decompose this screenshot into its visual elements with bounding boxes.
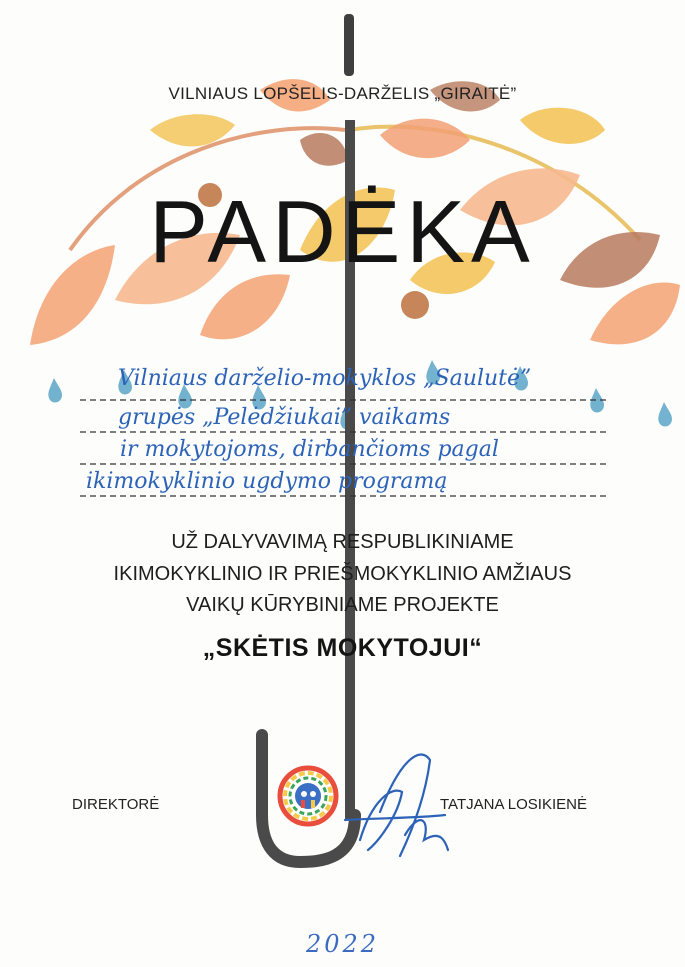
signature-name: TATJANA LOSIKIENĖ	[440, 796, 587, 813]
recipient-line-1: Vilniaus darželio-mokyklos „Saulutė”	[118, 366, 532, 391]
handwritten-signature	[345, 754, 448, 856]
recipient-line-3: ir mokytojoms, dirbančioms pagal	[120, 437, 499, 462]
organization-name: VILNIAUS LOPŠELIS-DARŽELIS „GIRAITĖ”	[168, 84, 517, 103]
project-name: „SKĖTIS MOKYTOJUI“	[202, 634, 483, 662]
recipient-line-4: ikimokyklinio ugdymo programą	[86, 469, 448, 494]
kindergarten-logo	[280, 768, 336, 824]
reason-line-3: VAIKŲ KŪRYBINIAME PROJEKTE	[186, 594, 499, 616]
umbrella-tip	[344, 14, 354, 76]
page-title: PADĖKA	[149, 182, 536, 281]
reason-line-2: IKIMOKYKLINIO IR PRIEŠMOKYKLINIO AMŽIAUS	[113, 563, 572, 585]
recipient-line-2: grupės „Pelėdžiukai” vaikams	[118, 405, 451, 430]
reason-line-1: UŽ DALYVAVIMĄ RESPUBLIKINIAME	[171, 531, 514, 553]
year: 2022	[305, 930, 380, 958]
signature-role: DIREKTORĖ	[72, 796, 160, 813]
